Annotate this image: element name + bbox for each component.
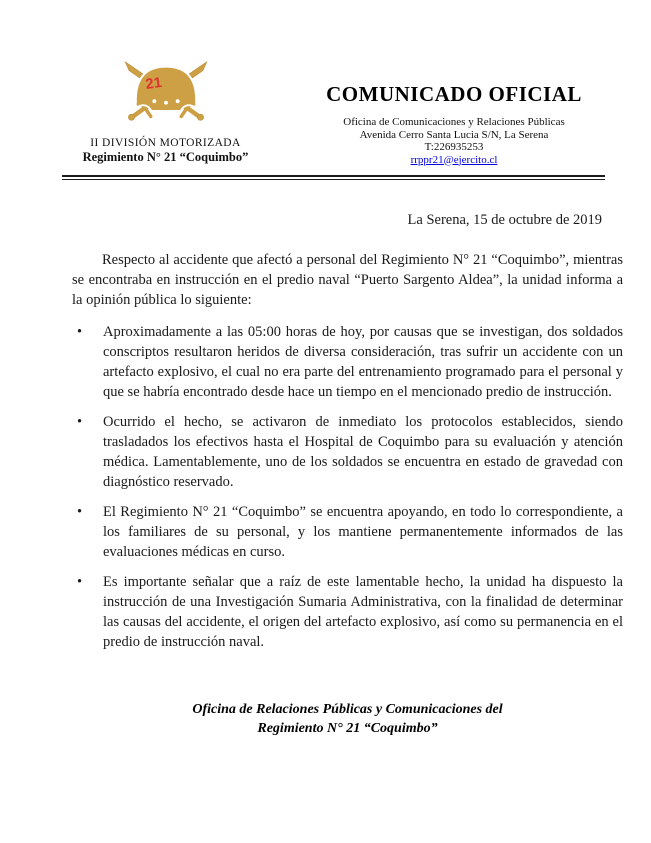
document-body	[72, 180, 623, 738]
unit-identity-block	[68, 56, 263, 165]
bullet-marker-icon: •	[77, 324, 83, 340]
list-item	[72, 412, 623, 492]
statement-text: Es importante señalar que a raíz de este lamentable hecho, la unidad ha dispuesto la instrucción de una Investigación Sumaria Administrativa, con la finalidad de determinar las causas del accidente, el origen del artefacto explosivo, así como su permanencia en el predio de instrucción naval.	[103, 574, 623, 650]
list-item	[72, 572, 623, 652]
statement-text: Aproximadamente a las 05:00 horas de hoy, por causas que se investigan, dos soldados conscriptos resultaron heridos de diversa consideración, tras sufrir un accidente con un artefacto explosivo, el cual no era parte del entrenamiento programado para el personal y que se habría encontrado desde hace un tiempo en el mencionado predio de instrucción.	[103, 324, 623, 400]
signature-block	[72, 700, 623, 738]
bullet-marker-icon: •	[77, 414, 83, 430]
bullet-marker-icon: •	[77, 504, 83, 520]
statement-text: Ocurrido el hecho, se activaron de inmediato los protocolos establecidos, siendo trasladados los efectivos hasta el Hospital de Coquimbo para su evaluación y atención médica. Lamentablemente, uno de los soldados se encuentra en estado de gravedad con diagnóstico reservado.	[103, 414, 623, 490]
signature-line: Oficina de Relaciones Públicas y Comunicaciones del	[192, 702, 503, 717]
regiment-crest-icon	[115, 56, 217, 126]
helmet-icon	[135, 67, 196, 111]
division-name: II DIVISIÓN MOTORIZADA	[90, 137, 241, 149]
statement-list	[72, 322, 623, 652]
list-item	[72, 322, 623, 402]
office-line: Oficina de Comunicaciones y Relaciones Públicas	[343, 116, 565, 128]
contact-details	[323, 116, 585, 166]
address-line: Avenida Cerro Santa Lucia S/N, La Serena	[359, 128, 549, 141]
phone-line: T:226935253	[424, 141, 484, 153]
email-link[interactable]: rrppr21@ejercito.cl	[410, 153, 498, 166]
letterhead	[0, 0, 651, 175]
signature-line: Regimiento N° 21 “Coquimbo”	[257, 721, 438, 736]
intro-paragraph: Respecto al accidente que afectó a personal del Regimiento N° 21 “Coquimbo”, mientras se encontraba en instrucción en el predio naval “Puerto Sargento Aldea”, la unidad informa a la opinión pública lo siguiente:	[72, 252, 623, 308]
badge-number: 21	[144, 74, 163, 93]
statement-text: El Regimiento N° 21 “Coquimbo” se encuentra apoyando, en todo lo correspondiente, a los familiares de su personal, y los mantiene permanentemente informados de las evaluaciones médicas en curso.	[103, 504, 623, 560]
regiment-name: Regimiento N° 21 “Coquimbo”	[82, 150, 249, 164]
document-title: COMUNICADO OFICIAL	[326, 82, 582, 106]
bullet-marker-icon: •	[77, 574, 83, 590]
list-item	[72, 502, 623, 562]
dateline: La Serena, 15 de octubre de 2019	[407, 212, 602, 228]
office-contact-block	[323, 82, 585, 166]
